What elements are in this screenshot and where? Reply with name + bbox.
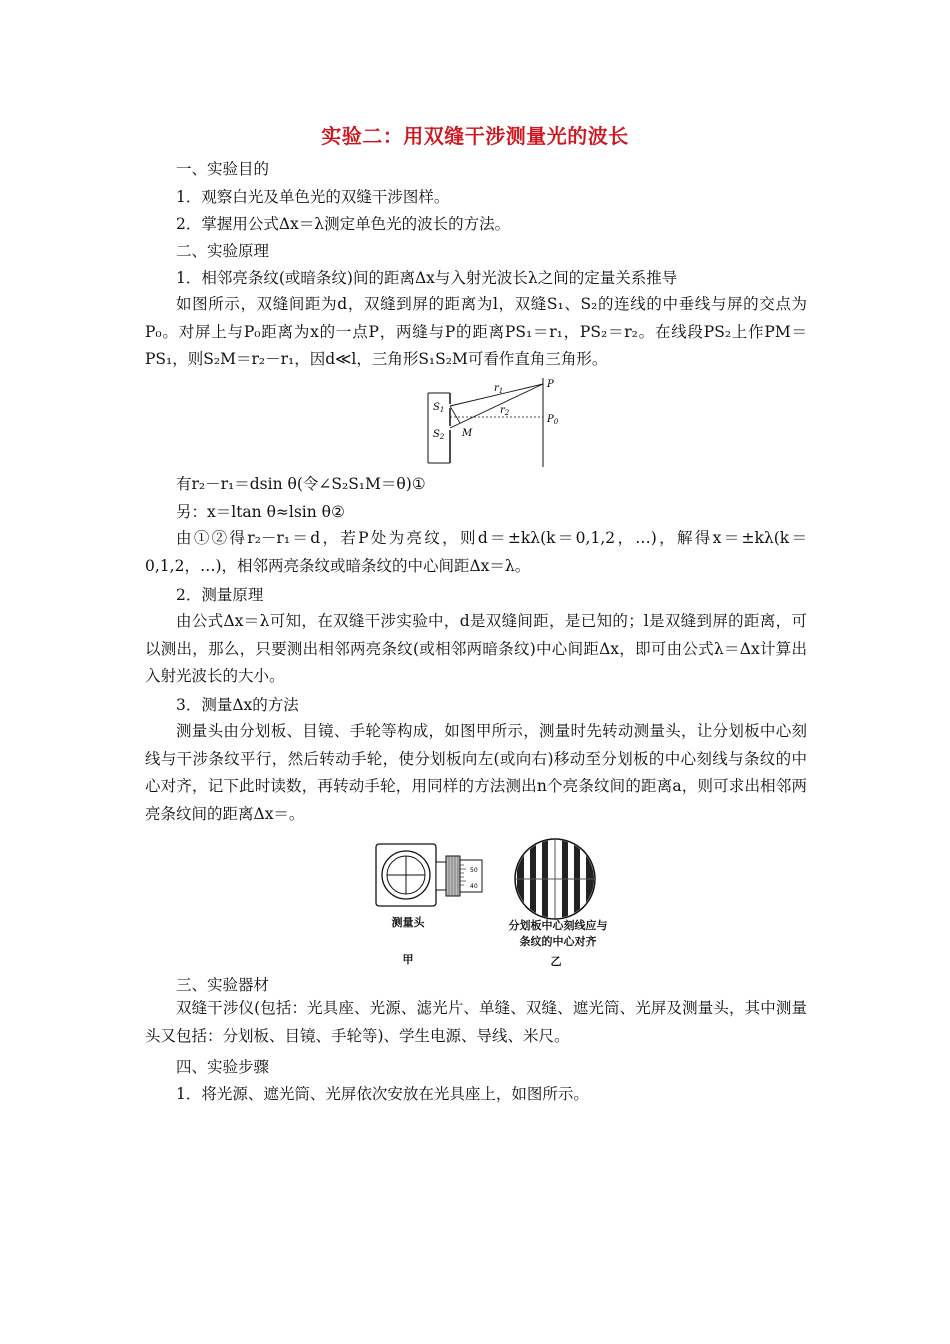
equipment-paragraph: 双缝干涉仪(包括：光具座、光源、滤光片、单缝、双缝、遮光筒、光屏及测量头，其中测量头又包括：分划板、目镜、手轮等)、学生电源、导线、米尺。 xyxy=(145,999,807,1045)
label-s2: $S_2$ xyxy=(433,429,445,441)
dark-fringe xyxy=(586,838,594,928)
equation-3-paragraph: 由①②得r₂－r₁＝d，若P处为亮纹，则d＝±kλ(k＝0,1,2，…)，解得x＝±kλ(k＝0,1,2，…)，相邻两亮条纹或暗条纹的中心间距Δx＝λ。 xyxy=(145,529,807,575)
dark-fringe xyxy=(517,838,524,928)
equation-1: 有r₂－r₁＝dsin θ(令∠S₂S₁M＝θ)① xyxy=(176,475,426,493)
section-heading-principle: 二、实验原理 xyxy=(176,242,270,260)
principle-paragraph-3: 测量头由分划板、目镜、手轮等构成，如图甲所示，测量时先转动测量头，让分划板中心刻线与干涉条纹平行，然后转动手轮，使分划板向左(或向右)移动至分划板的中心刻线与条纹的中心对齐，记下此时读数，再转动手轮，用同样的方法测出n个亮条纹间的距离a，则可求出相邻两亮条纹间的距离Δx＝。 xyxy=(145,722,807,823)
label-r1: $r_1$ xyxy=(494,383,504,395)
double-slit-diagram xyxy=(420,375,570,470)
principle-paragraph-2: 由公式Δx＝λ可知，在双缝干涉实验中，d是双缝间距，是已知的；l是双缝到屏的距离，可以测出，那么，只要测出相邻两亮条纹(或相邻两暗条纹)中心间距Δx，即可由公式λ＝Δx计算出入射光波长的大小。 xyxy=(145,612,807,685)
purpose-item-1: 1．观察白光及单色光的双缝干涉图样。 xyxy=(176,188,450,206)
page-title: 实验二：用双缝干涉测量光的波长 xyxy=(321,124,629,148)
interference-fringes xyxy=(510,838,600,928)
label-p: P xyxy=(547,379,554,390)
principle-item-3: 3．测量Δx的方法 xyxy=(176,696,299,714)
purpose-item-2: 2．掌握用公式Δx＝λ测定单色光的波长的方法。 xyxy=(176,215,511,233)
principle-paragraph-1: 如图所示，双缝间距为d，双缝到屏的距离为l，双缝S₁、S₂的连线的中垂线与屏的交点为P₀。对屏上与P₀距离为x的一点P，两缝与P的距离PS₁＝r₁，PS₂＝r₂。在线段PS₂上作PM＝PS₁，则S₂M＝r₂－r₁，因d≪l，三角形S₁S₂M可看作直角三角形。 xyxy=(145,295,807,368)
perpendicular-s1-m xyxy=(450,406,460,423)
dark-fringe xyxy=(562,838,568,928)
dark-fringe xyxy=(542,838,548,928)
caption-measuring-head: 测量头 xyxy=(391,916,425,929)
caption-yi: 乙 xyxy=(550,955,562,968)
caption-reticle-line2: 条纹的中心对齐 xyxy=(519,935,597,948)
scale-label-50: 50 xyxy=(470,867,478,874)
label-p0: $P_0$ xyxy=(547,414,559,426)
section-heading-steps: 四、实验步骤 xyxy=(176,1058,270,1076)
label-r2: $r_2$ xyxy=(500,405,510,417)
label-s1: $S_1$ xyxy=(433,402,445,414)
scale-label-40: 40 xyxy=(470,883,478,890)
principle-item-1: 1．相邻亮条纹(或暗条纹)间的距离Δx与入射光波长λ之间的定量关系推导 xyxy=(176,269,678,287)
section-heading-purpose: 一、实验目的 xyxy=(176,160,270,178)
equation-2: 另：x＝ltan θ≈lsin θ② xyxy=(176,503,345,521)
caption-jia: 甲 xyxy=(402,953,414,966)
steps-item-1: 1．将光源、遮光筒、光屏依次安放在光具座上，如图所示。 xyxy=(176,1085,589,1103)
label-m: M xyxy=(462,428,473,439)
section-heading-equipment: 三、实验器材 xyxy=(176,976,270,994)
principle-item-2: 2．测量原理 xyxy=(176,586,264,604)
handwheel-collar xyxy=(436,862,446,890)
caption-reticle-line1: 分划板中心刻线应与 xyxy=(508,919,608,932)
